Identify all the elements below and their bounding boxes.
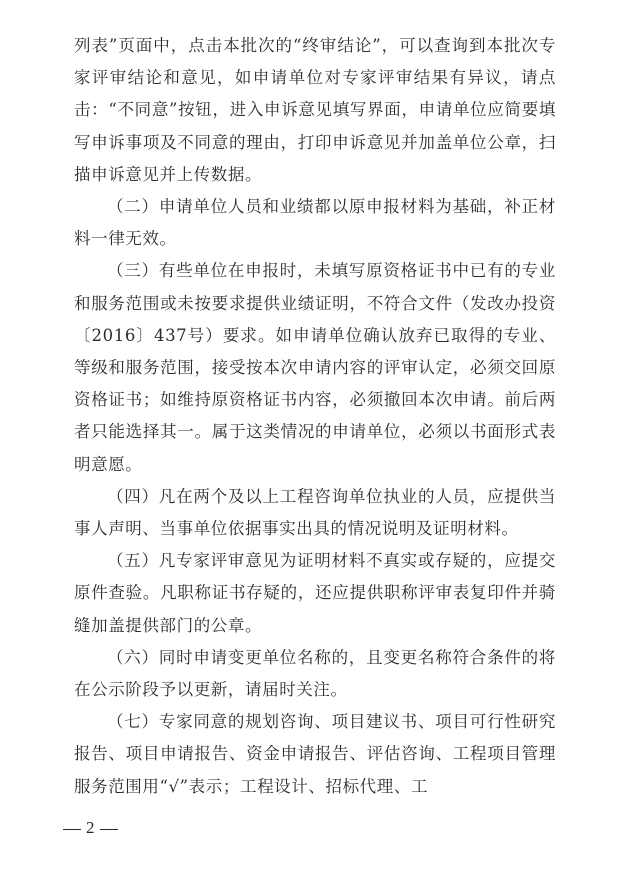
paragraph-item-4: （四）凡在两个及以上工程咨询单位执业的人员，应提供当事人声明、当事单位依据事实出具的情况说明及证明材料。 [74,486,556,539]
footer-dash-right [100,829,118,830]
page-number: 2 [86,818,95,837]
paragraph-item-6: （六）同时申请变更单位名称的，且变更名称符合条件的将在公示阶段予以更新，请届时关注。 [74,647,556,700]
page-footer [58,818,123,838]
paragraph-continued: 列表”页面中，点击本批次的“终审结论”，可以查询到本批次专家评审结论和意见，如申请单位对专家评审结果有异议，请点击：“不同意”按钮，进入申诉意见填写界面，申请单位应简要填写申诉事项及不同意的理由，打印申诉意见并加盖单位公章，扫描申诉意见并上传数据。 [74,36,556,184]
paragraph-item-7: （七）专家同意的规划咨询、项目建议书、项目可行性研究报告、项目申请报告、资金申请报告、评估咨询、工程项目管理服务范围用“√”表示；工程设计、招标代理、工 [74,712,556,796]
paragraph-item-3: （三）有些单位在申报时，未填写原资格证书中已有的专业和服务范围或未按要求提供业绩证明，不符合文件（发改办投资〔2016〕437号）要求。如申请单位确认放弃已取得的专业、等级和服务范围，接受按本次申请内容的评审认定，必须交回原资格证书；如维持原资格证书内容，必须撤回本次申请。前后两者只能选择其一。属于这类情况的申请单位，必须以书面形式表明意愿。 [74,261,556,474]
footer-dash-left [63,829,81,830]
document-body [74,30,556,803]
paragraph-item-5: （五）凡专家评审意见为证明材料不真实或存疑的，应提交原件查验。凡职称证书存疑的，还应提供职称评审表复印件并骑缝加盖提供部门的公章。 [74,551,556,635]
paragraph-item-2: （二）申请单位人员和业绩都以原申报材料为基础，补正材料一律无效。 [74,197,556,249]
